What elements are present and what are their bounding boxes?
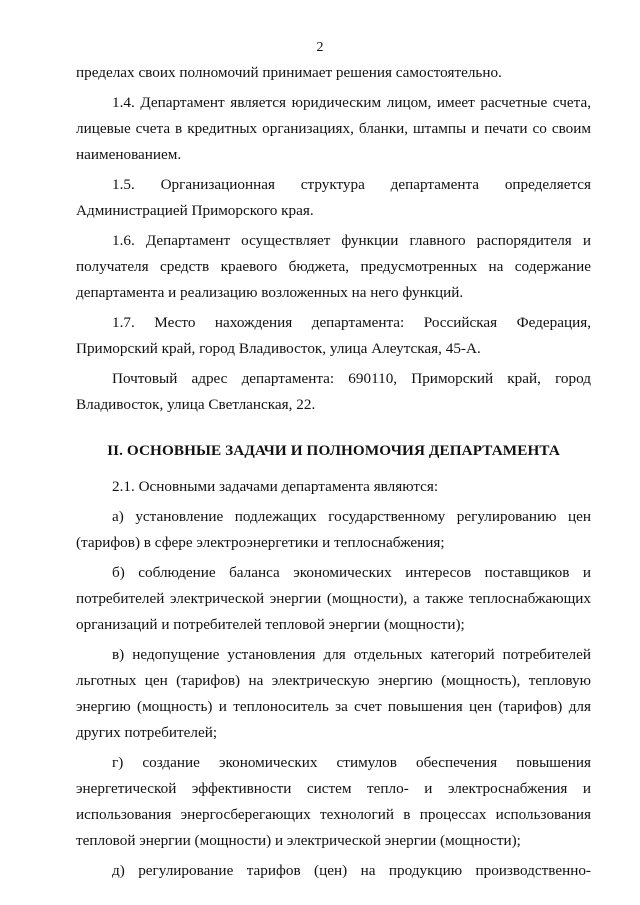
list-item-a: а) установление подлежащих государственному регулированию цен (тарифов) в сфере электроэнергетики и теплоснабжения; — [76, 508, 591, 551]
list-item-d: д) регулирование тарифов (цен) на продукцию производственно- — [112, 862, 591, 879]
list-item-g: г) создание экономических стимулов обеспечения повышения энергетической эффективности систем тепло- и электроснабжения и использования энергосберегающих технологий в процессах использования тепловой энергии (мощности) и электрической энергии (мощности); — [76, 754, 591, 849]
page-number: 2 — [316, 40, 324, 55]
list-item-v: в) недопущение установления для отдельных категорий потребителей льготных цен (тарифов) на электрическую энергию (мощность), тепловую энергию (мощность) и теплоноситель за счет повышения цен (тарифов) для других потребителей; — [76, 646, 591, 741]
paragraph-postal-address: Почтовый адрес департамента: 690110, Приморский край, город Владивосток, улица Светланская, 22. — [76, 370, 591, 413]
section-heading: II. ОСНОВНЫЕ ЗАДАЧИ И ПОЛНОМОЧИЯ ДЕПАРТАМЕНТА — [107, 442, 560, 459]
paragraph-1-5: 1.5. Организационная структура департамента определяется Администрацией Приморского края. — [76, 176, 591, 219]
paragraph-continuation: пределах своих полномочий принимает решения самостоятельно. — [76, 64, 502, 81]
paragraph-1-6: 1.6. Департамент осуществляет функции главного распорядителя и получателя средств краевого бюджета, предусмотренных на содержание департамента и реализацию возложенных на него функций. — [76, 232, 591, 301]
paragraph-1-4: 1.4. Департамент является юридическим лицом, имеет расчетные счета, лицевые счета в кредитных организациях, бланки, штампы и печати со своим наименованием. — [76, 94, 591, 163]
paragraph-2-1: 2.1. Основными задачами департамента являются: — [112, 478, 439, 495]
document-body — [76, 60, 591, 888]
paragraph-1-7: 1.7. Место нахождения департамента: Российская Федерация, Приморский край, город Владивосток, улица Алеутская, 45-А. — [76, 314, 591, 357]
list-item-b: б) соблюдение баланса экономических интересов поставщиков и потребителей электрической энергии (мощности), а также теплоснабжающих организаций и потребителей тепловой энергии (мощности); — [76, 564, 591, 633]
